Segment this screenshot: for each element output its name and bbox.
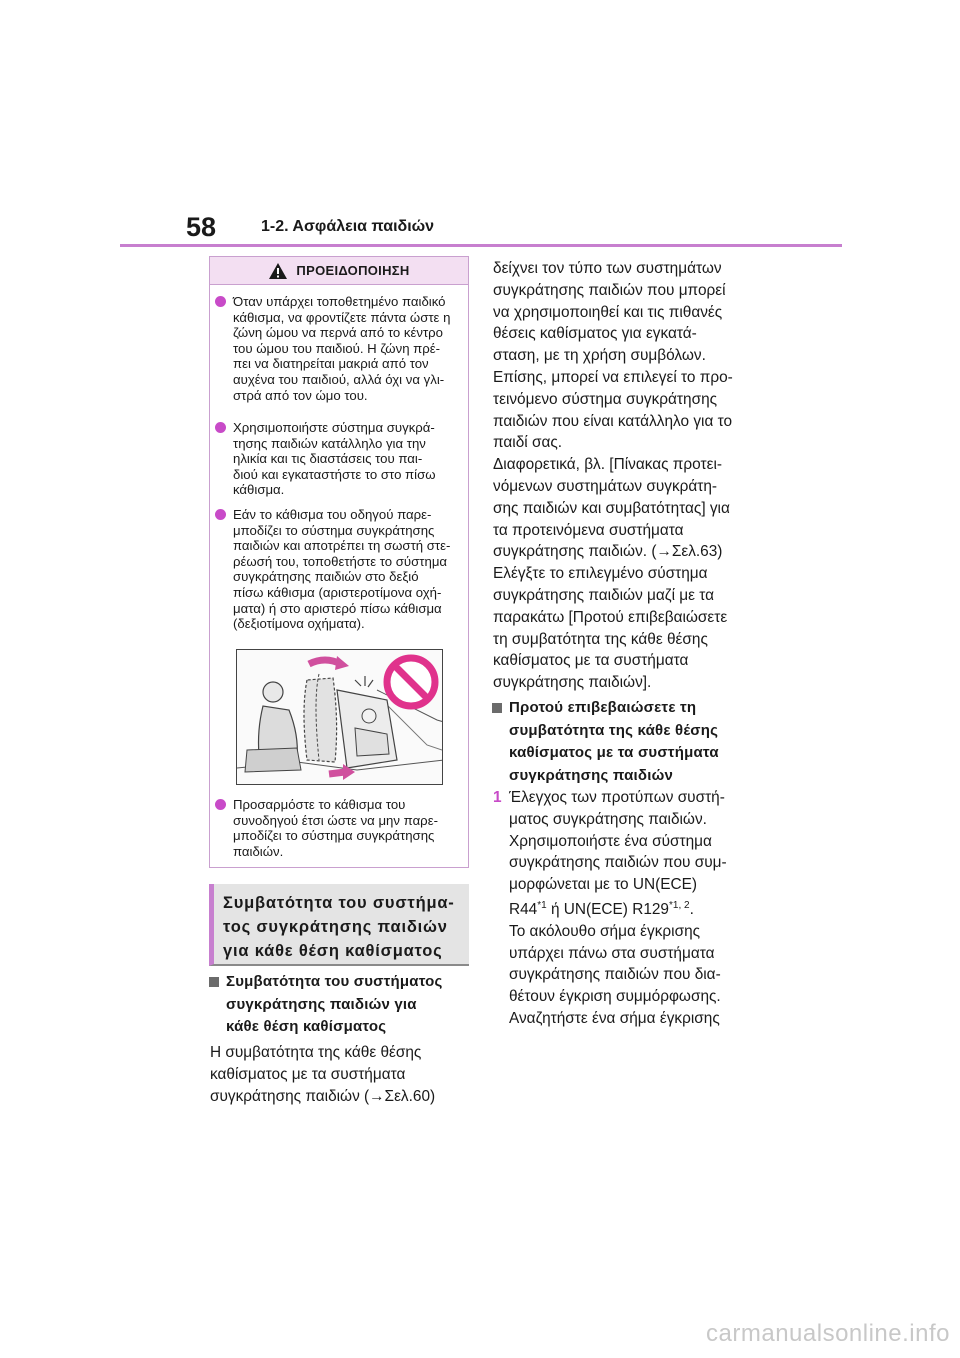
- text-line: Προσαρμόστε το κάθισμα του: [233, 797, 406, 812]
- step-number: 1: [493, 789, 502, 806]
- text-line: ζώνη ώμου να περνά από το κέντρο: [233, 325, 444, 341]
- heading-line: Συμβατότητα του συστήμα-: [223, 894, 455, 912]
- compatibility-subheading: [210, 971, 443, 1039]
- text-line: συγκράτησης παιδιών (→Σελ.60): [210, 1087, 436, 1105]
- left-body-text: [210, 1042, 435, 1107]
- footnote-ref: *1, 2: [669, 899, 690, 911]
- text-line: σης παιδιών και συμβατότητας] για: [493, 499, 730, 517]
- seat-illustration-drawing: [237, 650, 443, 785]
- text-line: πει να διατηρείται μακριά από τον: [233, 356, 429, 372]
- text-line: τη συμβατότητα της κάθε θέσης: [493, 630, 708, 648]
- text-line: θέτουν έγκριση συμμόρφωσης.: [509, 988, 721, 1006]
- text-line: Το ακόλουθο σήμα έγκρισης: [509, 922, 701, 940]
- text-line: συγκράτησης παιδιών στο δεξιό: [233, 569, 419, 585]
- warning-item: [214, 797, 438, 859]
- seat-interference-illustration: [236, 649, 443, 785]
- text-line: Χρησιμοποιήστε σύστημα συγκρά-: [233, 420, 435, 435]
- standard-r129: ή UN(ECE) R129: [546, 900, 669, 918]
- text-line: θέσεις καθίσματος για εγκατά-: [493, 325, 697, 343]
- text-line: σταση, με τη χρήση συμβόλων.: [493, 347, 706, 365]
- text-line: (δεξιοτίμονα οχήματα).: [233, 616, 365, 632]
- warning-header: [210, 257, 468, 285]
- warning-item: [214, 294, 450, 403]
- text-line: αυχένα του παιδιού, αλλά όχι να γλι-: [233, 371, 445, 387]
- text-line: καθίσματος με τα συστήματα: [210, 1065, 406, 1083]
- text-line: συγκράτησης παιδιών μαζί με τα: [493, 586, 715, 604]
- warning-item-text: [233, 420, 436, 498]
- text-line: στρά από τον ώμο του.: [233, 387, 368, 403]
- text-line: δείχνει τον τύπο των συστημάτων: [493, 260, 722, 277]
- square-bullet-icon: [209, 977, 219, 987]
- text-line: Επίσης, μπορεί να επιλεγεί το προ-: [493, 368, 733, 386]
- text-line: συγκράτησης παιδιών που δια-: [509, 966, 721, 984]
- text-line: διού και εγκαταστήστε το στο πίσω: [233, 466, 436, 482]
- warning-box: [209, 256, 469, 868]
- page-number: 58: [186, 212, 217, 242]
- bullet-icon: [215, 509, 226, 520]
- text-line: καθίσματος με τα συστήματα: [493, 652, 689, 670]
- text-line: μποδίζει το σύστημα συγκράτησης: [233, 522, 435, 538]
- text-line: συγκράτησης παιδιών].: [493, 674, 652, 692]
- text-line: να χρησιμοποιηθεί και τις πιθανές: [493, 303, 723, 321]
- text-line: ματα) ή στο αριστερό πίσω κάθισμα: [233, 600, 442, 616]
- bullet-icon: [215, 422, 226, 433]
- text-line: παιδιών που είναι κατάλληλο για το: [493, 412, 733, 430]
- text-line: Εάν το κάθισμα του οδηγού παρε-: [233, 507, 432, 522]
- text-line: συγκράτησης παιδιών. (→Σελ.63): [493, 543, 723, 561]
- text-line: συγκράτησης παιδιών που μπορεί: [493, 281, 726, 299]
- subheading-line: καθίσματος με τα συστήματα: [509, 744, 719, 761]
- warning-item: [214, 420, 436, 498]
- warning-item-text: [233, 797, 438, 859]
- footnote-ref: *1: [537, 899, 547, 911]
- text-line: παρακάτω [Προτού επιβεβαιώσετε: [493, 608, 728, 626]
- text-line: μορφώνεται με το UN(ECE): [509, 876, 698, 894]
- subheading-line: Προτού επιβεβαιώσετε τη: [509, 699, 697, 716]
- text-line: μποδίζει το σύστημα συγκράτησης: [233, 828, 435, 844]
- section-title: 1-2. Ασφάλεια παιδιών: [261, 218, 435, 235]
- subheading-line: Συμβατότητα του συστήματος: [226, 973, 443, 990]
- text-line: Έλεγχος των προτύπων συστή-: [509, 789, 725, 806]
- heading-line: για κάθε θέση καθίσματος: [223, 942, 443, 960]
- text-line: συνοδηγού έτσι ώστε να μην παρε-: [233, 812, 438, 828]
- text-line: τεινόμενο σύστημα συγκράτησης: [493, 390, 718, 408]
- text-line: ματος συγκράτησης παιδιών.: [509, 810, 707, 828]
- text-line: τησης παιδιών κατάλληλο για την: [233, 435, 426, 451]
- text-line: υπάρχει πάνω στα συστήματα: [509, 944, 715, 962]
- header-rule: [120, 244, 842, 247]
- bullet-icon: [215, 296, 226, 307]
- section-heading-box: [209, 884, 469, 966]
- text-line: παιδί σας.: [493, 434, 563, 452]
- text-line: του ώμου του παιδιού. Η ζώνη πρέ-: [233, 340, 441, 356]
- subheading-line: συμβατότητα της κάθε θέσης: [509, 721, 719, 739]
- text-line: κάθισμα.: [233, 482, 285, 498]
- text-line: παιδιών.: [233, 843, 284, 859]
- standards-line: [493, 899, 727, 921]
- text-line: ηλικία και τις διαστάσεις του παι-: [233, 451, 423, 467]
- text-line: Χρησιμοποιήστε ένα σύστημα: [509, 832, 712, 850]
- text-line: ρέωσή του, τοποθετήστε το σύστημα: [233, 553, 448, 569]
- step-1: [493, 787, 727, 1030]
- text-line: παιδιών και αποτρέπει τη σωστή στε-: [233, 538, 451, 554]
- text-fragment: .: [689, 900, 694, 918]
- text-line: Ελέγξτε το επιλεγμένο σύστημα: [493, 565, 708, 583]
- text-line: Διαφορετικά, βλ. [Πίνακας προτει-: [493, 456, 723, 474]
- text-line: συγκράτησης παιδιών που συμ-: [509, 854, 727, 872]
- warning-title: ΠΡΟΕΙΔΟΠΟΙΗΣΗ: [296, 263, 410, 278]
- subheading-line: συγκράτησης παιδιών: [509, 766, 673, 784]
- right-body-text: [493, 258, 733, 694]
- square-bullet-icon: [492, 703, 502, 713]
- warning-item-text: [233, 294, 450, 403]
- subheading-line: κάθε θέση καθίσματος: [226, 1018, 387, 1035]
- warning-triangle-icon: [268, 262, 288, 280]
- watermark: carmanualsonline.info: [706, 1320, 950, 1347]
- text-line: πίσω κάθισμα (αριστεροτίμονα οχή-: [233, 584, 442, 600]
- standard-r44: R44: [509, 900, 538, 918]
- text-line: Όταν υπάρχει τοποθετημένο παιδικό: [233, 294, 446, 309]
- warning-item: [214, 507, 450, 632]
- text-line: Η συμβατότητα της κάθε θέσης: [210, 1044, 422, 1061]
- text-line: κάθισμα, να φροντίζετε πάντα ώστε η: [233, 309, 451, 325]
- text-line: νόμενων συστημάτων συγκράτη-: [493, 477, 718, 495]
- warning-item-text: [233, 507, 450, 632]
- bullet-icon: [215, 799, 226, 810]
- text-line: Αναζητήστε ένα σήμα έγκρισης: [509, 1009, 720, 1027]
- heading-line: τος συγκράτησης παιδιών: [223, 918, 448, 936]
- before-confirming-subheading: [493, 697, 719, 787]
- subheading-line: συγκράτησης παιδιών για: [226, 995, 417, 1013]
- text-line: τα προτεινόμενα συστήματα: [493, 521, 684, 539]
